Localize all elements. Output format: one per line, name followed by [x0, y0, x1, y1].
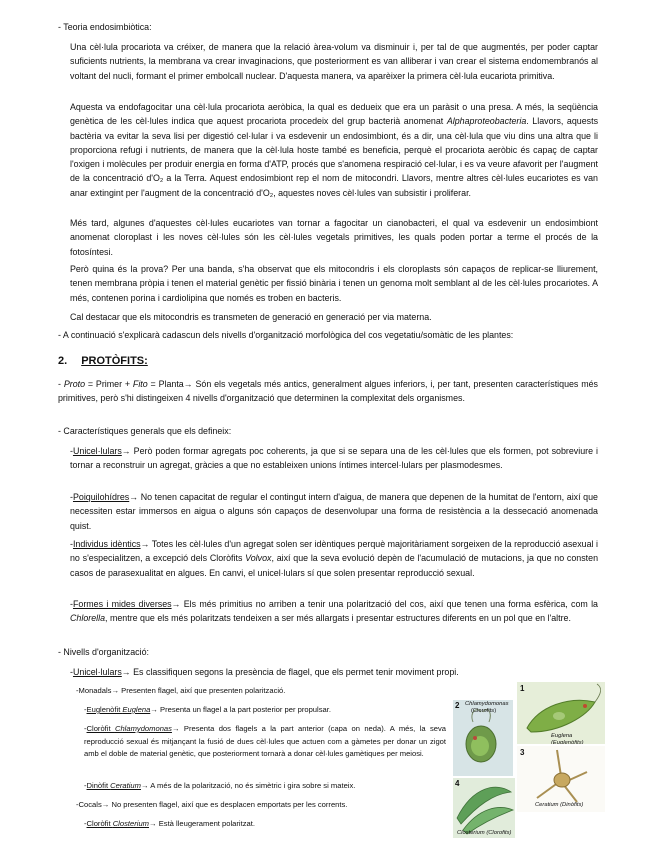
figure-1-number: 1: [520, 684, 525, 693]
figure-euglena: [517, 682, 605, 744]
figure-3-caption: Ceratium (Dinòfits): [535, 802, 584, 808]
feature-poiquilohidres: -Poiquilohídres→ No tenen capacitat de regular el contingut intern d'aigua, de manera que depenen de la humitat de l'entorn, així que necessiten estar immersos en aigua o alguns són capaços de desenvolupar una forma de resistència a la dessecació anomenada quist.: [70, 492, 598, 531]
theory-paragraph-1: Una cèl·lula procariota va créixer, de manera que la relació àrea-volum va disminuir i, per tal de que augmentés, per poder captar suficients nutrients, la membrana va crear invaginacions, que posteriorment es van alliberar i van crear el sistema endomembranós al voltant del nucli, formant el primer embolcall nuclear. D'aquesta manera, va aparèixer la primera cèl·lula eucariota primitiva.: [70, 42, 598, 81]
closterium-illustration: [453, 778, 515, 838]
features-heading: - Característiques generals que els defineix:: [58, 426, 232, 436]
level-euglena: -Euglenòfit Euglena→ Presenta un flagel a la part posterior per propulsar.: [84, 705, 331, 714]
section-heading: 2. PROTÒFITS:: [58, 355, 148, 367]
theory-paragraph-2: Aquesta va endofagocitar una cèl·lula procariota aeròbica, la qual es dedueix que era un paràsit o una presa. A més, la seqüència genètica de les cèl·lules indica que aquest procariota procedeix del grup bacterià anomenat Alphaproteobacteria. Llavors, aquests bactèria va evitar la seva lisi per digestió cel·lular i va esdevenir un endosimbiont, és a dir, una cèl·lula que viu dins una altra que li proporciona refugi i nutrients, de manera que la cèl·lula hoste també es beneficia, perquè el procariota aeròbic és capaç de captar l'oxigen i molècules per produir energia en forma d'ATP, procés que s'anomena respiració cel·lular, i es va veure afavorit per l'augment de la concentració d'O₂ a la Terra. Aquest endosimbiont rep el nom de mitocondri. Llavors, mentre altres cèl·lules eucariotes es van anar extingint per l'augment de la concentració d'O₂, aquestes noves cèl·lules van subsistir i proliferar.: [70, 102, 599, 198]
feature-unicellulars: -Unicel·lulars→ Però poden formar agregats poc coherents, ja que si se separa una de les cèl·lules que els formen, pot sobreviure i tornar a reconstruir un agregat, gràcies a que no estableixen unions íntimes intercel·lulars per plasmodesmes.: [70, 446, 598, 471]
feature-formes-mides: -Formes i mides diverses→ Els més primitius no arriben a tenir una polarització del cos, així que tenen una forma esfèrica, com la Chlorella, mentre que els més polaritzats tendeixen a ser més allargats i presentar estructures diferents en un pol que en l'altre.: [70, 599, 598, 624]
protofits-intro: - Proto = Primer + Fito = Planta→ Són els vegetals més antics, generalment algues inferiors, i, per tant, presenten característiques més primitives, però s'hi distingeixen 4 nivells d'organització que determinen la complexitat dels organismes.: [58, 379, 598, 404]
figure-2-caption-group: (Clorofits): [471, 708, 497, 714]
figure-ceratium: [517, 746, 605, 812]
theory-paragraph-3: Més tard, algunes d'aquestes cèl·lules eucariotes van tornar a fagocitar un cianobacteri, el qual va esdevenir un endosimbiont anomenat cloroplast i les noves cèl·lules són les cèl·lules vegetals primitives, les quals poden portar a terme el procés de la fotosíntesi.: [70, 218, 598, 257]
feature-individus-identics: -Individus idèntics→ Totes les cèl·lules d'un agregat solen ser idèntiques perquè majoritàriament sorgeixen de la reproducció asexual i no s'especialitzen, a excepció dels Cloròfits Volvox, així que la seva evolució depèn de l'acumulació de mutacions, ja que no consten casos de parasexualitat en algues. En canvi, el unicel·lulars sí que solen presentar reproducció sexual.: [70, 539, 599, 578]
theory-paragraph-6: - A continuació s'explicarà cadascun dels nivells d'organització morfològica del cos vegetatiu/somàtic de les plantes:: [58, 330, 514, 340]
figure-2-number: 2: [455, 701, 460, 710]
figure-chlamydomonas: [453, 700, 513, 776]
levels-heading: - Nivells d'organització:: [58, 647, 149, 657]
figure-4-caption: Closterium (Clorofits): [457, 830, 512, 836]
theory-paragraph-4: Però quina és la prova? Per una banda, s'ha observat que els mitocondris i els cloroplasts són capaços de replicar-se lliurement, tenen membrana pròpia i tenen el material genètic per fissió binària i tenen un genoma molt semblant al de les cèl·lules procariotes. A més, contenen porina i cardiolipina que només es troben en bacteris.: [70, 264, 598, 303]
figure-4-number: 4: [455, 779, 460, 788]
theory-heading: - Teoria endosimbiòtica:: [58, 22, 152, 32]
figure-closterium: [453, 778, 515, 838]
theory-paragraph-5: Cal destacar que els mitocondris es transmeten de generació en generació per via materna.: [70, 312, 432, 322]
level-ceratium: -Dinòfit Ceratium→ A més de la polarització, no és simètric i gira sobre si mateix.: [84, 781, 356, 790]
figure-1-caption: Euglena (Euglenòfits): [551, 733, 584, 744]
microorganism-figure-panel: [453, 682, 605, 838]
figure-3-number: 3: [520, 748, 525, 757]
level-unicellulars: -Unicel·lulars→ Es classifiquen segons la presència de flagel, que els permet tenir moviment propi.: [70, 667, 459, 677]
figure-2-caption-genus: Chlamydomonas: [465, 701, 509, 707]
level-cocals: -Cocals→ No presenten flagel, així que es desplacen emportats per les corrents.: [76, 800, 348, 809]
level-closterium: -Cloròfit Closterium→ Està lleugerament polaritzat.: [84, 819, 255, 828]
level-chlamydomonas: -Cloròfit Chlamydomonas→ Presenta dos flagels a la part anterior (capa on neda). A més, la seva reproducció sexual és mitjançant la fusió de dues cèl·lules que actuen com a gàmetes per donar un zigot amb el doble de material genètic, que posteriorment tornarà a donar cèl·lules gamètiques per meiosi.: [84, 724, 446, 759]
level-monadals: -Monadals→ Presenten flagel, així que presenten polarització.: [76, 686, 286, 695]
